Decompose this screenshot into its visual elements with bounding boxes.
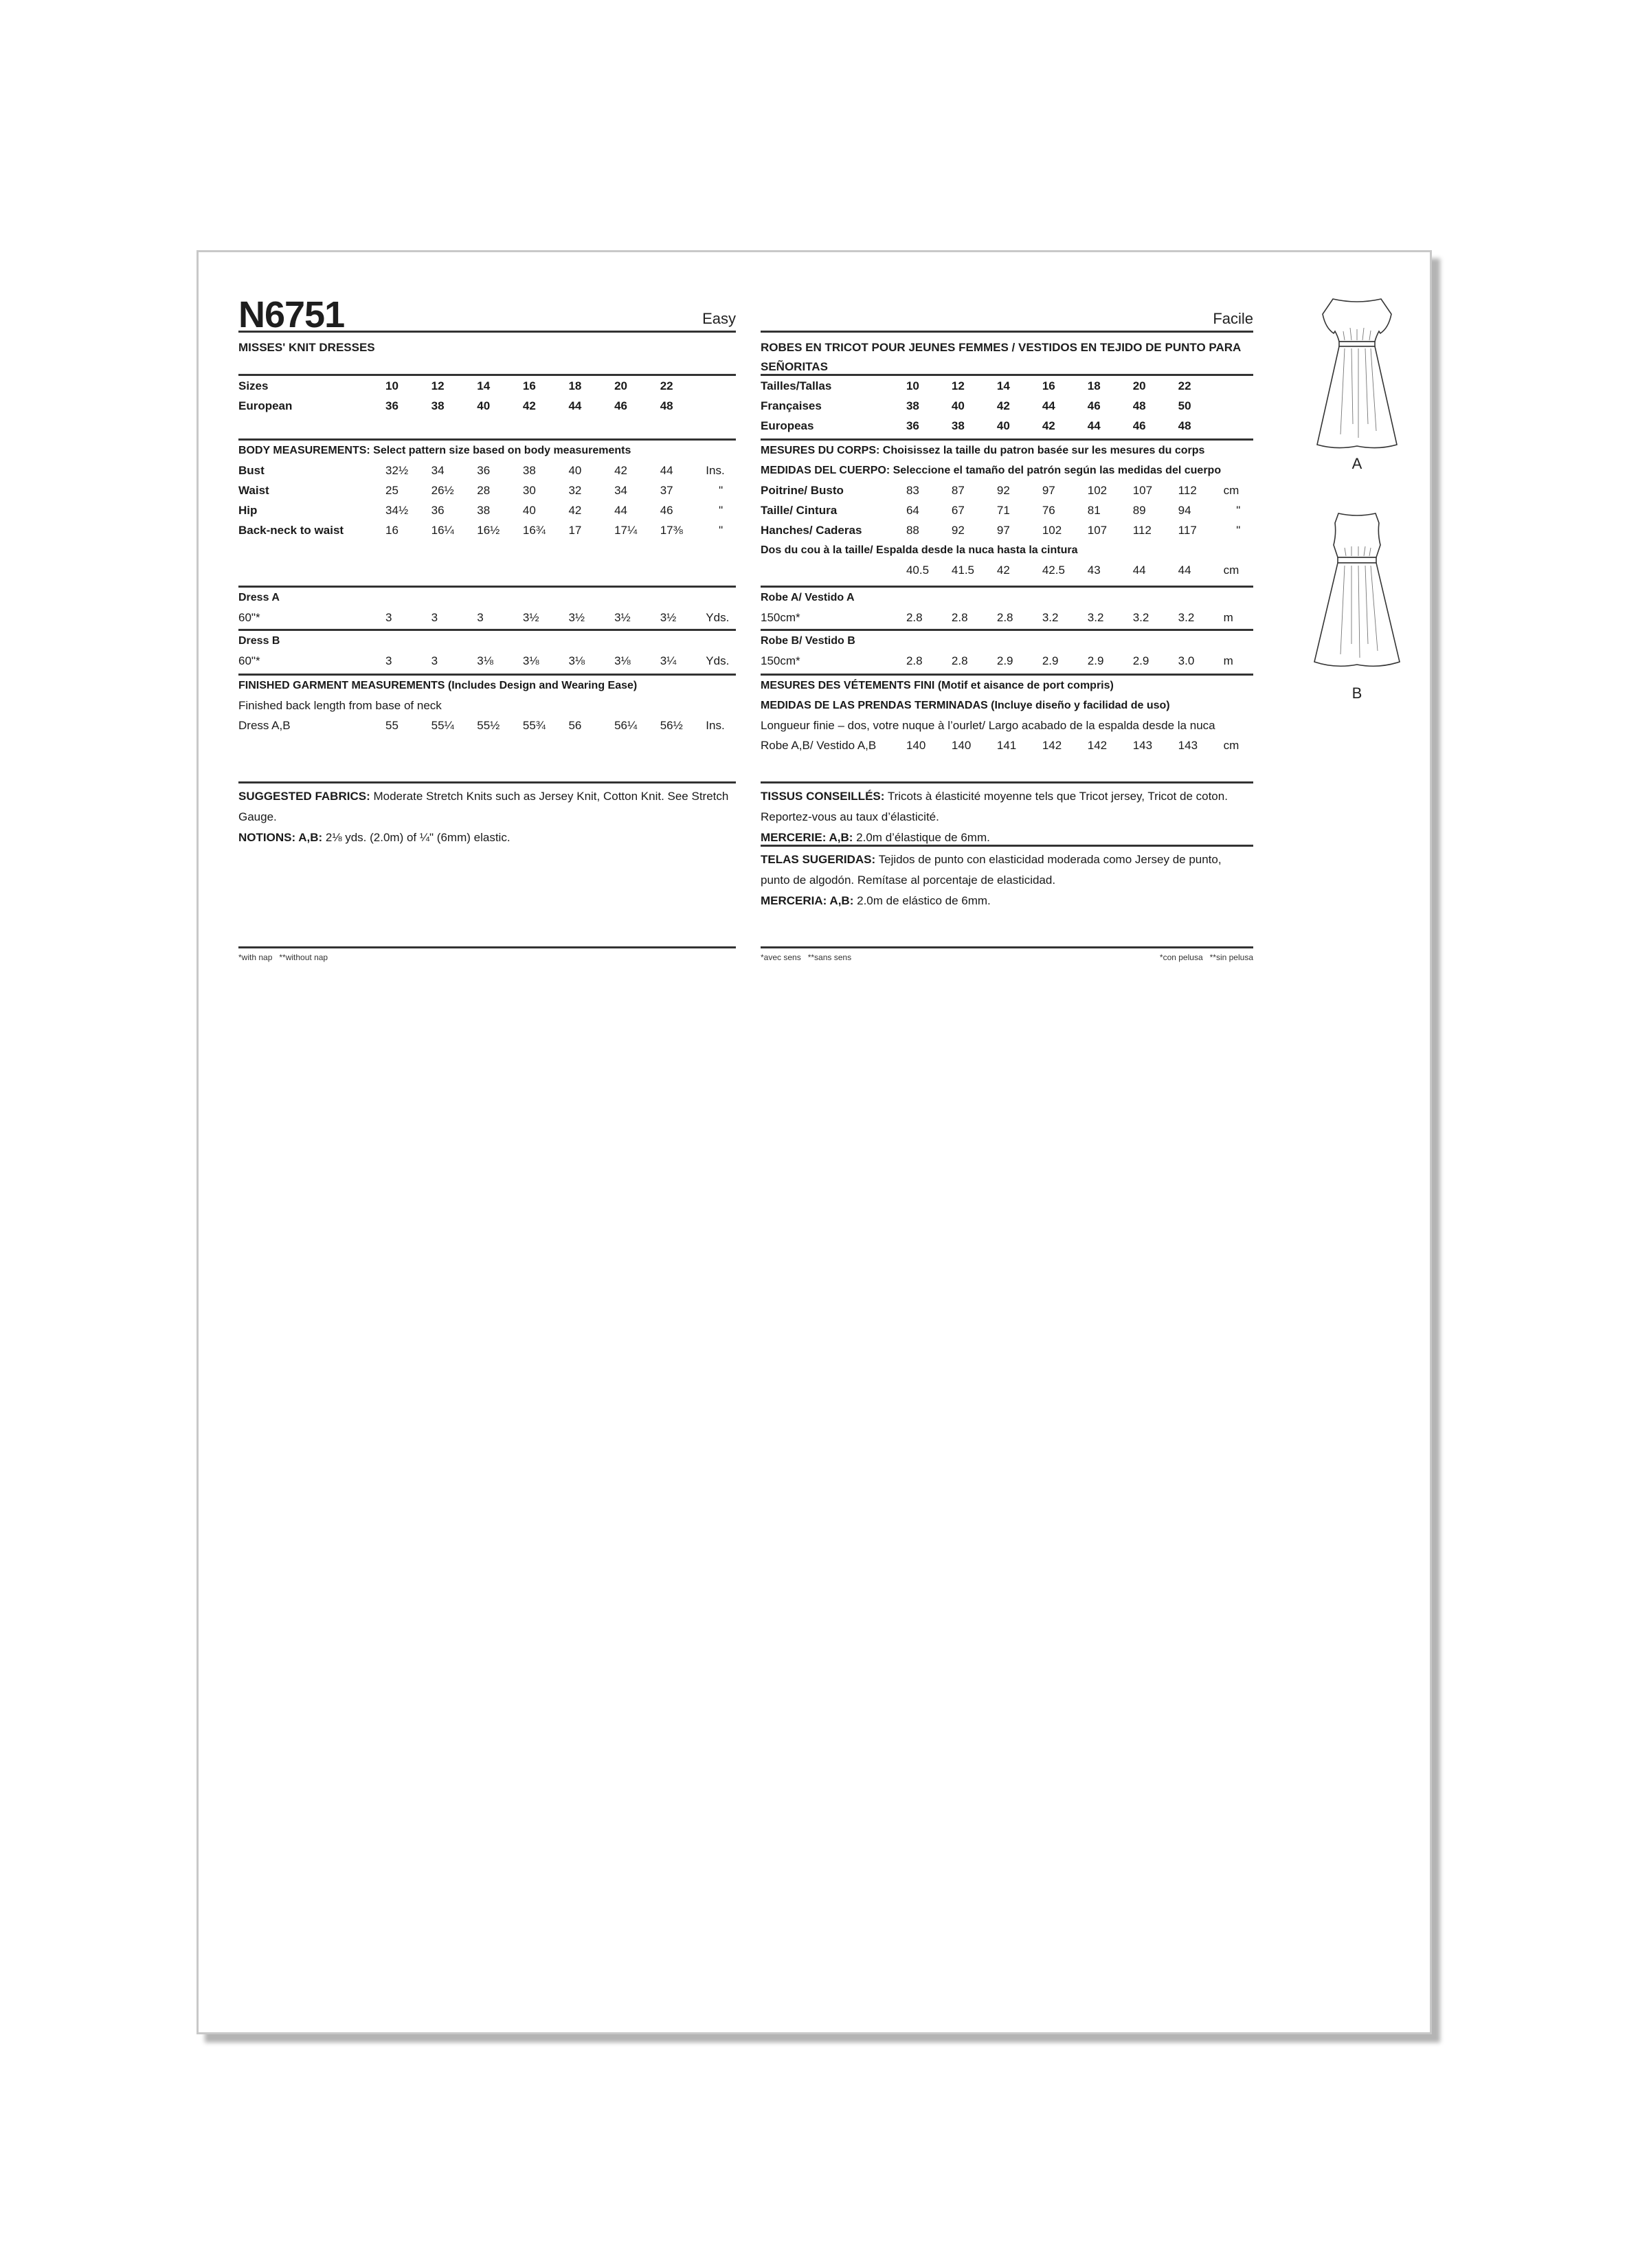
cell: 40: [951, 399, 965, 412]
section-heading: MEDIDAS DEL CUERPO: Seleccione el tamaño del patrón según las medidas del cuerpo: [761, 465, 1222, 476]
cell: 42: [996, 563, 1010, 577]
cell: 3⅛: [522, 654, 539, 667]
section-heading: BODY MEASUREMENTS: Select pattern size based on body measurements: [238, 445, 631, 456]
cell: 2.8: [906, 654, 923, 667]
cell: 56¼: [614, 718, 638, 732]
table-row: [238, 500, 736, 520]
cell: 30: [522, 483, 536, 497]
unit: Yds.: [706, 654, 730, 667]
cell: 10: [385, 379, 399, 392]
cell: 140: [951, 738, 972, 752]
cell: 36: [906, 419, 919, 432]
row-label: Hanches/ Caderas: [761, 523, 862, 537]
text: 2.0m de elástico de 6mm.: [857, 894, 991, 907]
cell: 14: [477, 379, 491, 392]
unit: m: [1223, 654, 1233, 667]
cell: 48: [660, 399, 673, 412]
subheading: Longueur finie – dos, votre nuque à l’ourlet/ Largo acabado de la espalda desde la nuca: [761, 719, 1215, 732]
fabrics-notions: [238, 781, 736, 848]
cell: [1224, 416, 1253, 436]
size-table-fr: [761, 374, 1253, 436]
telas-sugeridas: [761, 849, 1253, 891]
cell: 3⅛: [568, 654, 585, 667]
cell: [706, 396, 736, 416]
row-label: Françaises: [761, 399, 822, 412]
cell: 3.2: [1087, 610, 1104, 624]
cell: 112: [1132, 523, 1152, 537]
cell: 16½: [477, 523, 500, 537]
cell: 87: [951, 483, 965, 497]
table-row: [761, 735, 1253, 755]
view-label-a: A: [1351, 455, 1362, 472]
cell: 17⅜: [660, 523, 683, 537]
dress-b-sleeveless-icon: [1302, 507, 1412, 671]
cell: 40: [522, 503, 536, 517]
table-row: [761, 651, 1253, 671]
body-measurements-fr-es: [761, 438, 1253, 580]
cell: 16: [385, 523, 399, 537]
table-row: [238, 608, 736, 627]
cell: 2.8: [996, 610, 1013, 624]
cell: 3⅛: [614, 654, 631, 667]
cell: 102: [1042, 523, 1062, 537]
cell: 46: [1132, 419, 1146, 432]
fabrics-notions-es: [761, 845, 1253, 911]
cell: 3¼: [660, 654, 677, 667]
cell: 43: [1087, 563, 1101, 577]
cell: 64: [906, 503, 919, 517]
unit: m: [1223, 610, 1233, 624]
row-label: Taille/ Cintura: [761, 503, 838, 517]
cell: 3: [477, 610, 484, 624]
cell: 44: [660, 463, 673, 477]
cell: 44: [614, 503, 627, 517]
row-label: Dress A,B: [238, 718, 291, 732]
pattern-title: MISSES' KNIT DRESSES: [238, 341, 375, 354]
cell: 16: [522, 379, 536, 392]
cell: 97: [1042, 483, 1055, 497]
label: MERCERIA: A,B:: [761, 894, 854, 907]
label: MERCERIE: A,B:: [761, 831, 853, 844]
row-label: Robe A,B/ Vestido A,B: [761, 738, 877, 752]
english-column: [238, 252, 736, 1008]
cell: 67: [951, 503, 965, 517]
cell: 55: [385, 718, 399, 732]
merceria: [761, 891, 1253, 911]
row-label: Hip: [238, 503, 258, 517]
divider: [238, 331, 736, 333]
unit: cm: [1223, 563, 1239, 577]
cell: 42.5: [1042, 563, 1065, 577]
cell: 22: [1178, 379, 1191, 392]
table-row: [761, 608, 1253, 627]
difficulty-label: Easy: [702, 310, 736, 327]
cell: 102: [1087, 483, 1108, 497]
cell: 20: [614, 379, 627, 392]
cell: 17¼: [614, 523, 638, 537]
cell: 46: [614, 399, 627, 412]
cell: 38: [951, 419, 965, 432]
cell: 22: [660, 379, 673, 392]
cell: 41.5: [951, 563, 974, 577]
cell: 142: [1042, 738, 1062, 752]
cell: 36: [385, 399, 399, 412]
cell: 107: [1132, 483, 1153, 497]
cell: 2.9: [996, 654, 1013, 667]
cell: 94: [1178, 503, 1191, 517]
table-row-europeas: [761, 416, 1253, 436]
row-label: Back-neck to waist: [238, 523, 344, 537]
pattern-code: N6751: [238, 294, 345, 335]
finished-measurements-fr-es: [761, 674, 1253, 755]
section-heading: MEDIDAS DE LAS PRENDAS TERMINADAS (Incluye diseño y facilidad de uso): [761, 700, 1170, 711]
label: SUGGESTED FABRICS:: [238, 790, 370, 803]
text: Tejidos de punto con elasticidad moderada como Jersey de punto, punto de algodón. Remítase al porcentaje de elasticidad.: [761, 853, 1222, 887]
cell: 32: [568, 483, 582, 497]
cell: 10: [906, 379, 919, 392]
cell: 71: [996, 503, 1010, 517]
cell: [1224, 376, 1253, 396]
illustration-dress-a: [1302, 293, 1412, 473]
subheading: Finished back length from base of neck: [238, 699, 442, 712]
label: NOTIONS: A,B:: [238, 831, 323, 844]
cell: 12: [951, 379, 965, 392]
size-table: [238, 374, 736, 416]
cell: 12: [431, 379, 445, 392]
cell: 88: [906, 523, 919, 537]
yardage-dress-a: [238, 586, 736, 627]
tissus-conseilles: [761, 786, 1253, 827]
cell: 17: [568, 523, 582, 537]
cell: 38: [431, 399, 445, 412]
cell: 14: [996, 379, 1010, 392]
row-label: [761, 560, 906, 580]
cell: 44: [1132, 563, 1146, 577]
cell: 143: [1178, 738, 1198, 752]
cell: 42: [568, 503, 582, 517]
cell: 48: [1132, 399, 1146, 412]
view-label: Robe A/ Vestido A: [761, 592, 855, 603]
row-label: Waist: [238, 483, 269, 497]
cell: 117: [1178, 523, 1197, 537]
fabric-width: 150cm*: [761, 610, 800, 624]
yardage-robe-a: [761, 586, 1253, 627]
cell: 112: [1178, 483, 1197, 497]
cell: 32½: [385, 463, 409, 477]
fabric-width: 60"*: [238, 610, 260, 624]
pattern-envelope-page: [197, 250, 1432, 2034]
cell: 107: [1087, 523, 1108, 537]
view-label-b: B: [1351, 685, 1362, 702]
cell: 3½: [614, 610, 631, 624]
cell: 140: [906, 738, 926, 752]
text: Tricots à élasticité moyenne tels que Tricot jersey, Tricot de coton. Reportez-vous au taux d’élasticité.: [761, 790, 1228, 823]
cell: 34: [614, 483, 627, 497]
cell: 143: [1132, 738, 1153, 752]
row-label: Bust: [238, 463, 265, 477]
cell: 40: [568, 463, 582, 477]
unit: Ins.: [706, 718, 725, 732]
view-label: Dress B: [238, 635, 280, 647]
row-label: European: [238, 399, 293, 412]
cell: 25: [385, 483, 399, 497]
yardage-robe-b: [761, 629, 1253, 671]
cell: 56: [568, 718, 582, 732]
cell: 3: [385, 654, 392, 667]
label: TISSUS CONSEILLÉS:: [761, 790, 885, 803]
illustration-dress-b: [1302, 507, 1412, 702]
table-row-sizes: [238, 376, 736, 396]
text: 2.0m d’élastique de 6mm.: [856, 831, 990, 844]
cell: 38: [906, 399, 919, 412]
divider: [761, 331, 1253, 333]
cell: 26½: [431, 483, 454, 497]
footnote-fr-es: [761, 946, 1253, 962]
view-label: Robe B/ Vestido B: [761, 635, 855, 647]
row-label: Poitrine/ Busto: [761, 483, 844, 497]
nap-footnote-fr: *avec sens **sans sens: [761, 953, 852, 962]
cell: 3: [431, 654, 438, 667]
cell: 3½: [568, 610, 585, 624]
cell: 2.9: [1132, 654, 1149, 667]
unit: ": [1236, 503, 1241, 517]
cell: 3.2: [1178, 610, 1195, 624]
cell: 38: [477, 503, 491, 517]
table-row: [761, 560, 1253, 580]
dress-a-cap-sleeve-icon: [1302, 293, 1412, 452]
cell: 42: [996, 399, 1010, 412]
cell: 3.2: [1132, 610, 1149, 624]
fabric-width: 150cm*: [761, 654, 800, 667]
table-row: [761, 500, 1253, 520]
cell: 18: [568, 379, 582, 392]
fabrics-notions-fr: [761, 781, 1253, 848]
cell: 40.5: [906, 563, 930, 577]
cell: 40: [477, 399, 491, 412]
fabric-width: 60"*: [238, 654, 260, 667]
backneck-label: Dos du cou à la taille/ Espalda desde la nuca hasta la cintura: [761, 544, 1078, 556]
cell: 42: [614, 463, 627, 477]
cell: 2.8: [906, 610, 923, 624]
cell: 92: [996, 483, 1010, 497]
unit: Ins.: [706, 463, 725, 477]
table-row: [238, 480, 736, 500]
unit: cm: [1223, 483, 1239, 497]
cell: 55¼: [431, 718, 454, 732]
cell: 56½: [660, 718, 683, 732]
cell: 3.0: [1178, 654, 1195, 667]
cell: 44: [1178, 563, 1191, 577]
cell: 2.9: [1042, 654, 1059, 667]
table-row: [761, 520, 1253, 540]
label: TELAS SUGERIDAS:: [761, 853, 876, 866]
finished-measurements: [238, 674, 736, 735]
cell: 3⅛: [477, 654, 493, 667]
table-row-european: [238, 396, 736, 416]
unit: ": [1236, 523, 1241, 537]
unit: Yds.: [706, 610, 730, 624]
row-label: Europeas: [761, 419, 814, 432]
cell: 36: [431, 503, 445, 517]
cell: 50: [1178, 399, 1191, 412]
nap-footnote-es: *con pelusa **sin pelusa: [1159, 953, 1253, 962]
unit: ": [719, 523, 723, 537]
cell: 55½: [477, 718, 500, 732]
notions: [238, 827, 736, 848]
cell: 3½: [660, 610, 677, 624]
cell: 40: [996, 419, 1010, 432]
table-row: [238, 460, 736, 480]
cell: 20: [1132, 379, 1146, 392]
row-label: Sizes: [238, 379, 269, 392]
cell: 44: [1087, 419, 1101, 432]
cell: 34½: [385, 503, 409, 517]
difficulty-label-fr: Facile: [1213, 310, 1253, 327]
cell: [1224, 396, 1253, 416]
table-row: [238, 520, 736, 540]
cell: 48: [1178, 419, 1191, 432]
cell: 36: [477, 463, 491, 477]
section-heading: FINISHED GARMENT MEASUREMENTS (Includes Design and Wearing Ease): [238, 680, 638, 691]
cell: 3: [431, 610, 438, 624]
cell: 42: [522, 399, 536, 412]
cell: 3: [385, 610, 392, 624]
text: 2⅛ yds. (2.0m) of ¼" (6mm) elastic.: [325, 831, 511, 844]
cell: 81: [1087, 503, 1101, 517]
cell: 42: [1042, 419, 1055, 432]
cell: 37: [660, 483, 673, 497]
cell: 44: [568, 399, 582, 412]
suggested-fabrics: [238, 786, 736, 827]
row-label: Tailles/Tallas: [761, 379, 832, 392]
view-label: Dress A: [238, 592, 280, 603]
cell: 46: [1087, 399, 1101, 412]
cell: 76: [1042, 503, 1055, 517]
french-spanish-column: [761, 252, 1253, 1008]
cell: 46: [660, 503, 673, 517]
table-row-francaises: [761, 396, 1253, 416]
cell: 141: [996, 738, 1017, 752]
cell: 89: [1132, 503, 1146, 517]
nap-footnote: *with nap **without nap: [238, 953, 328, 962]
cell: 34: [431, 463, 445, 477]
cell: 97: [996, 523, 1010, 537]
text: Moderate Stretch Knits such as Jersey Knit, Cotton Knit. See Stretch Gauge.: [238, 790, 729, 823]
cell: 3½: [522, 610, 539, 624]
cell: 92: [951, 523, 965, 537]
cell: 16¾: [522, 523, 546, 537]
cell: 44: [1042, 399, 1055, 412]
body-measurements: [238, 438, 736, 540]
yardage-dress-b: [238, 629, 736, 671]
cell: 38: [522, 463, 536, 477]
cell: 55¾: [522, 718, 546, 732]
cell: 28: [477, 483, 491, 497]
cell: [706, 376, 736, 396]
section-heading: MESURES DES VÉTEMENTS FINI (Motif et aisance de port compris): [761, 680, 1114, 691]
cell: 3.2: [1042, 610, 1059, 624]
unit: ": [719, 503, 723, 517]
table-row: [238, 715, 736, 735]
unit: ": [719, 483, 723, 497]
cell: 83: [906, 483, 919, 497]
cell: 16¼: [431, 523, 454, 537]
cell: 2.8: [951, 610, 968, 624]
cell: 2.9: [1087, 654, 1104, 667]
unit: cm: [1223, 738, 1239, 752]
table-row-sizes: [761, 376, 1253, 396]
cell: 142: [1087, 738, 1108, 752]
footnote: [238, 946, 736, 962]
cell: 18: [1087, 379, 1101, 392]
cell: 2.8: [951, 654, 968, 667]
pattern-title-fr-es: ROBES EN TRICOT POUR JEUNES FEMMES / VESTIDOS EN TEJIDO DE PUNTO PARA SEÑORITAS: [761, 341, 1241, 373]
cell: 16: [1042, 379, 1055, 392]
table-row: [761, 480, 1253, 500]
table-row: [238, 651, 736, 671]
section-heading: MESURES DU CORPS: Choisissez la taille du patron basée sur les mesures du corps: [761, 445, 1205, 456]
